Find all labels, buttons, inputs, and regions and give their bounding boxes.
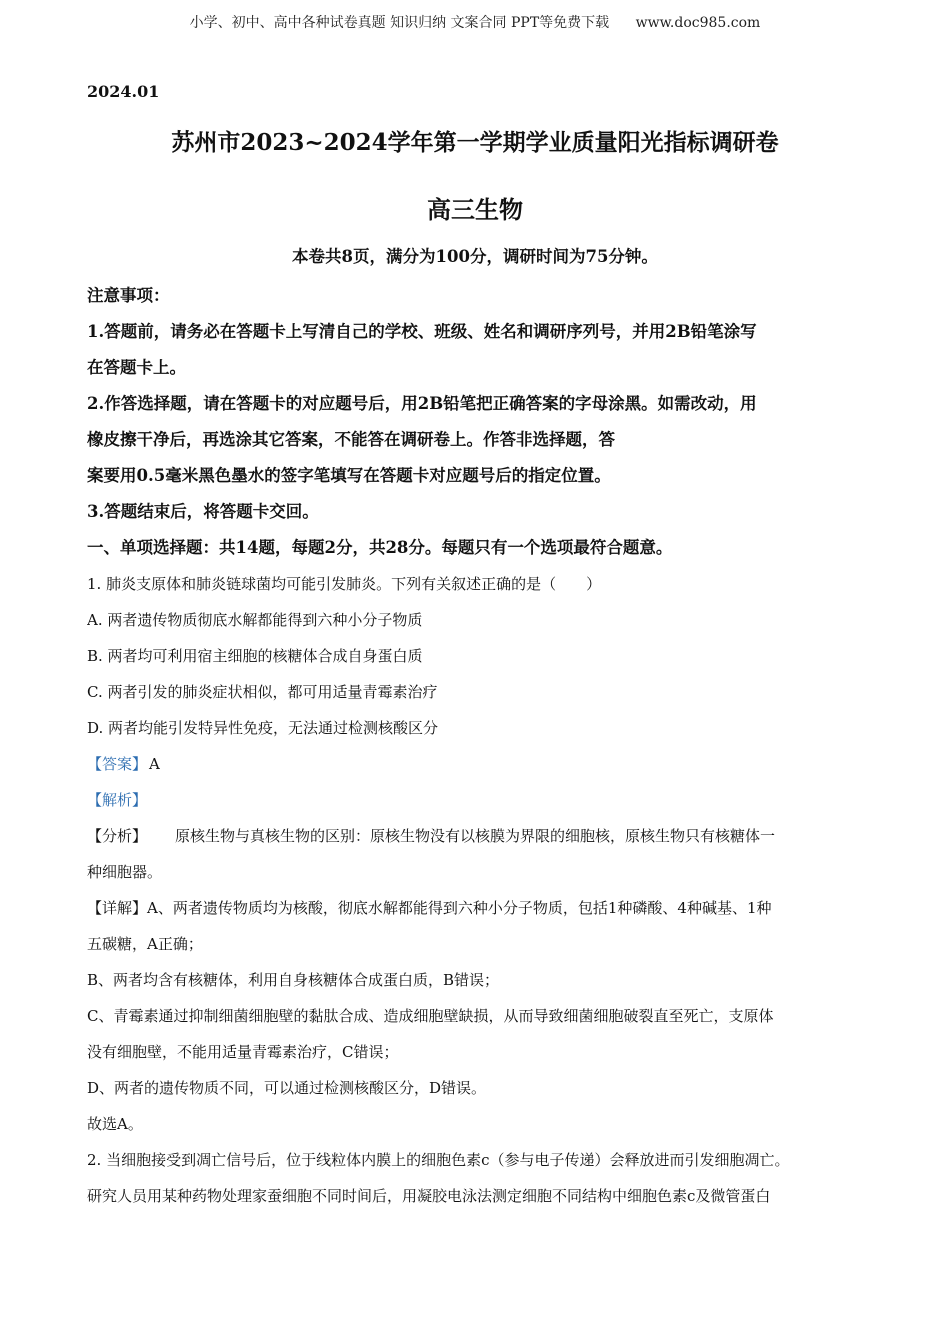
- notice-heading: 注意事项：: [87, 286, 170, 305]
- question-1-option-d: D. 两者均能引发特异性免疫，无法通过检测核酸区分: [87, 719, 439, 737]
- notice-item-1-cont: 在答题卡上。: [87, 358, 186, 377]
- detail-line: [87, 890, 867, 926]
- fenxi-text-cont: 种细胞器。: [87, 863, 163, 881]
- answer-line: [87, 746, 867, 782]
- subject-title: 高三生物: [427, 195, 523, 224]
- exam-info: 本卷共8页，满分为100分，调研时间为75分钟。: [292, 247, 658, 266]
- fenxi-text: 原核生物与真核生物的区别：原核生物没有以核膜为界限的细胞核，原核生物只有核糖体一: [175, 827, 776, 845]
- question-1-option-b: B. 两者均可利用宿主细胞的核糖体合成自身蛋白质: [87, 647, 423, 665]
- document-body: [87, 278, 867, 1214]
- section-heading: 一、单项选择题：共14题，每题2分，共28分。每题只有一个选项最符合题意。: [87, 538, 673, 557]
- detail-tag: 【详解】: [87, 899, 148, 917]
- site-header-banner: [0, 12, 950, 32]
- notice-item-3: 3.答题结束后，将答题卡交回。: [87, 502, 319, 521]
- question-2-stem: 2. 当细胞接受到凋亡信号后，位于线粒体内膜上的细胞色素c（参与电子传递）会释放进而引发细胞凋亡。: [87, 1151, 790, 1169]
- fenxi-line: [87, 818, 867, 854]
- notice-item-2-cont2: 案要用0.5毫米黑色墨水的签字笔填写在答题卡对应题号后的指定位置。: [87, 466, 611, 485]
- question-1-stem: 1. 肺炎支原体和肺炎链球菌均可能引发肺炎。下列有关叙述正确的是（ ）: [87, 575, 602, 593]
- analysis-line: [87, 782, 867, 818]
- question-1-option-c: C. 两者引发的肺炎症状相似，都可用适量青霉素治疗: [87, 683, 438, 701]
- detail-d: D、两者的遗传物质不同，可以通过检测核酸区分，D错误。: [87, 1079, 487, 1097]
- notice-item-1: 1.答题前，请务必在答题卡上写清自己的学校、班级、姓名和调研序列号，并用2B铅笔涂写: [87, 322, 757, 341]
- detail-c: C、青霉素通过抑制细菌细胞壁的黏肽合成、造成细胞壁缺损，从而导致细菌细胞破裂直至死亡，支原体: [87, 1007, 774, 1025]
- answer-value: A: [149, 755, 160, 773]
- fenxi-tag: 【分析】: [87, 827, 148, 845]
- detail-text-cont: 五碳糖，A正确；: [87, 935, 203, 953]
- detail-c-cont: 没有细胞壁，不能用适量青霉素治疗，C错误；: [87, 1043, 399, 1061]
- notice-item-2: 2.作答选择题，请在答题卡的对应题号后，用2B铅笔把正确答案的字母涂黑。如需改动，用: [87, 394, 757, 413]
- notice-item-2-cont: 橡皮擦干净后，再选涂其它答案，不能答在调研卷上。作答非选择题，答: [87, 430, 615, 449]
- header-site-link[interactable]: www.doc985.com: [635, 15, 761, 31]
- question-2-stem-cont: 研究人员用某种药物处理家蚕细胞不同时间后，用凝胶电泳法测定细胞不同结构中细胞色素c及微管蛋白: [87, 1187, 771, 1205]
- analysis-tag: 【解析】: [87, 791, 148, 809]
- detail-text: A、两者遗传物质均为核酸，彻底水解都能得到六种小分子物质，包括1种磷酸、4种碱基、1种: [147, 899, 772, 917]
- conclusion: 故选A。: [87, 1115, 143, 1133]
- question-1-option-a: A. 两者遗传物质彻底水解都能得到六种小分子物质: [87, 611, 423, 629]
- header-banner-text: 小学、初中、高中各种试卷真题 知识归纳 文案合同 PPT等免费下载: [189, 15, 610, 31]
- detail-b: B、两者均含有核糖体，利用自身核糖体合成蛋白质，B错误；: [87, 971, 500, 989]
- answer-tag: 【答案】: [87, 755, 148, 773]
- exam-title: 苏州市2023~2024学年第一学期学业质量阳光指标调研卷: [171, 129, 779, 156]
- exam-date: 2024.01: [87, 82, 160, 101]
